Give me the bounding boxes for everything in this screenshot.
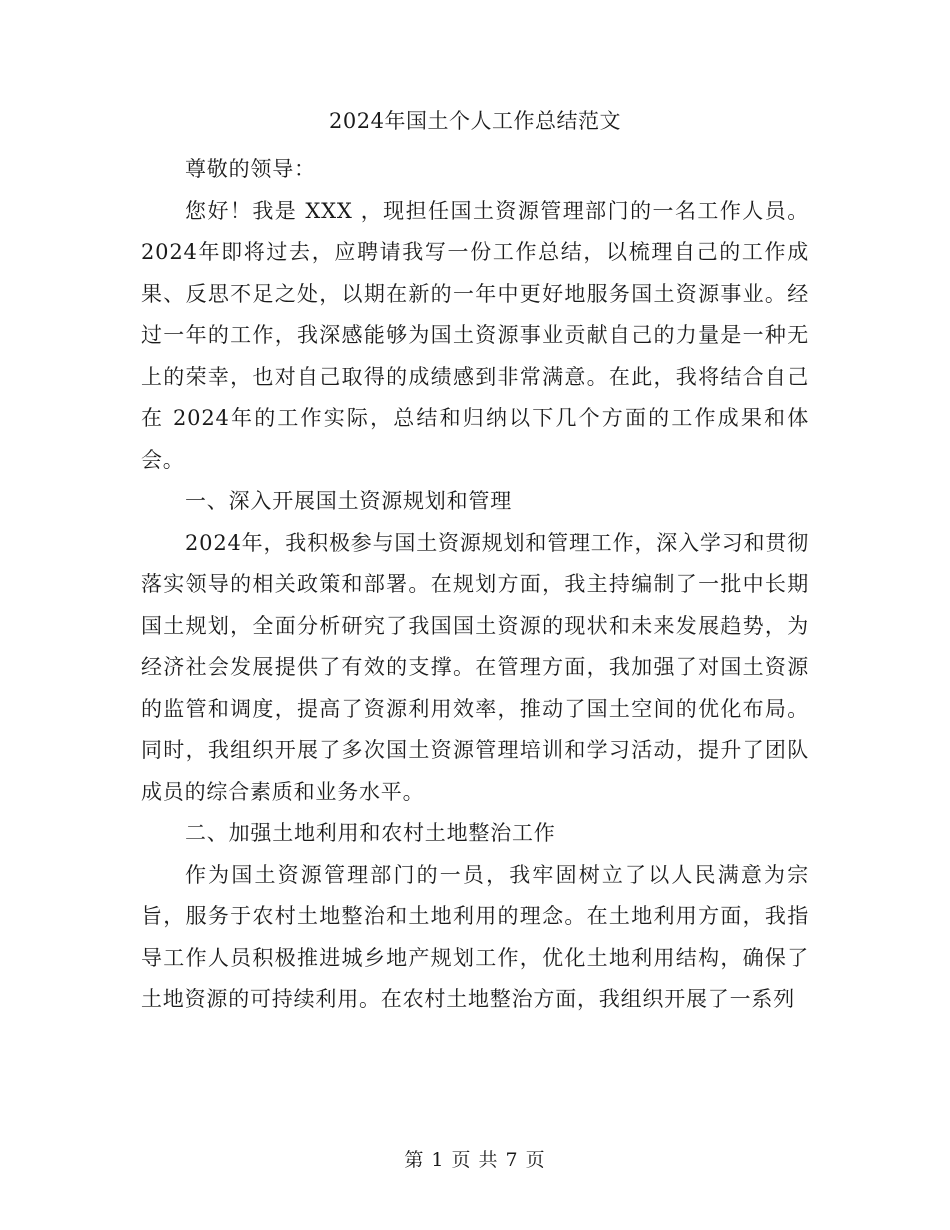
- section-heading-1: 一、深入开展国土资源规划和管理: [185, 489, 512, 513]
- page-number-footer: 第 1 页 共 7 页: [404, 1149, 546, 1171]
- salutation: 尊敬的领导：: [185, 157, 316, 181]
- document-title: 2024年国土个人工作总结范文: [329, 109, 621, 133]
- paragraph-intro: 您好！我是 XXX ，现担任国土资源管理部门的一名工作人员。2024年即将过去，应聘请我写一份工作总结，以梳理自己的工作成果、反思不足之处，以期在新的一年中更好地服务国土资源事业。经过一年的工作，我深感能够为国土资源事业贡献自己的力量是一种无上的荣幸，也对自己取得的成绩感到非常满意。在此，我将结合自己在 2024年的工作实际，总结和归纳以下几个方面的工作成果和体会。: [141, 198, 809, 472]
- document-body: [141, 149, 809, 1021]
- section-heading-2: 二、加强土地利用和农村土地整治工作: [185, 821, 556, 845]
- paragraph-section-1: 2024年，我积极参与国土资源规划和管理工作，深入学习和贯彻落实领导的相关政策和部署。在规划方面，我主持编制了一批中长期国土规划，全面分析研究了我国国土资源的现状和未来发展趋势，为经济社会发展提供了有效的支撑。在管理方面，我加强了对国土资源的监管和调度，提高了资源利用效率，推动了国土空间的优化布局。同时，我组织开展了多次国土资源管理培训和学习活动，提升了团队成员的综合素质和业务水平。: [141, 530, 809, 804]
- paragraph-section-2: 作为国土资源管理部门的一员，我牢固树立了以人民满意为宗旨，服务于农村土地整治和土地利用的理念。在土地利用方面，我指导工作人员积极推进城乡地产规划工作，优化土地利用结构，确保了土地资源的可持续利用。在农村土地整治方面，我组织开展了一系列: [141, 862, 809, 1011]
